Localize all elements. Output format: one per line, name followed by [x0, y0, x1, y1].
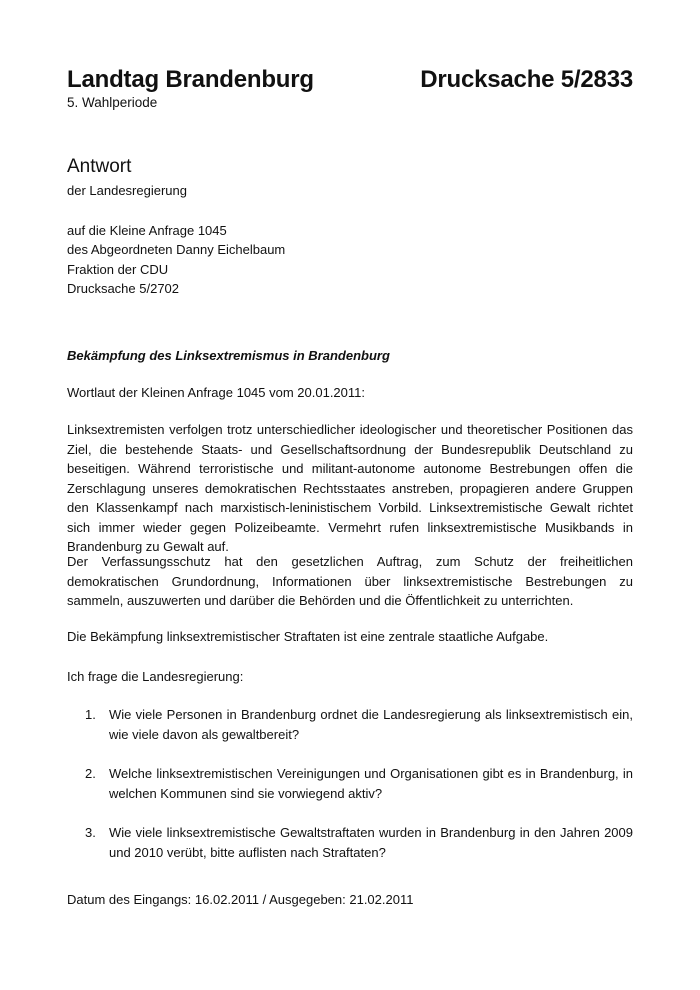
question-text: Wie viele linksextremistische Gewaltstraftaten wurden in Brandenburg in den Jahren 2009 und 2010 verübt, bitte auflisten nach Straftaten?: [109, 825, 633, 860]
wording-intro: Wortlaut der Kleinen Anfrage 1045 vom 20.01.2011:: [67, 385, 365, 400]
question-list: [85, 705, 633, 882]
reference-line: auf die Kleine Anfrage 1045: [67, 223, 227, 238]
document-type-title: Antwort: [67, 156, 132, 177]
question-text: Welche linksextremistischen Vereinigungen und Organisationen gibt es in Brandenburg, in welchen Kommunen sind sie vorwiegend aktiv?: [109, 766, 633, 801]
question-item: [85, 705, 633, 744]
body-paragraph: Linksextremisten verfolgen trotz unterschiedlicher ideologischer und theoretischer Positionen das Ziel, die bestehende Staats- und Gesellschaftsordnung der Bundesrepublik Deutschland zu beseitigen. Während terroristische und militant-autonome autonome Bestrebungen offen die Zerschlagung unseres demokratischen Rechtsstaates anstreben, propagieren andere Gruppen den Klassenkampf nach marxistisch-leninistischem Vorbild. Linksextremistische Gewalt richtet sich immer wieder gegen Polizeibeamte. Vermehrt rufen linksextremistische Musikbands in Brandenburg zu Gewalt auf.: [67, 422, 633, 554]
question-number: 1.: [85, 707, 96, 722]
body-paragraph: Ich frage die Landesregierung:: [67, 669, 244, 684]
body-paragraph: Der Verfassungsschutz hat den gesetzlichen Auftrag, zum Schutz der freiheitlichen demokratischen Grundordnung, Informationen über linksextremistische Bestrebungen zu sammeln, auszuwerten und darüber die Behörden und die Öffentlichkeit zu unterrichten.: [67, 554, 633, 608]
reference-block: [67, 221, 285, 298]
reference-line: Fraktion der CDU: [67, 261, 169, 277]
document-header: [67, 66, 633, 112]
document-number: Drucksache 5/2833: [420, 66, 633, 93]
document-origin: der Landesregierung: [67, 183, 187, 198]
receipt-date-footer: Datum des Eingangs: 16.02.2011 / Ausgegeben: 21.02.2011: [67, 892, 414, 907]
question-number: 3.: [85, 825, 96, 840]
parliament-name: Landtag Brandenburg: [67, 66, 314, 93]
subject-heading: Bekämpfung des Linksextremismus in Brandenburg: [67, 348, 390, 363]
body-paragraph: Die Bekämpfung linksextremistischer Straftaten ist eine zentrale staatliche Aufgabe.: [67, 629, 549, 644]
reference-line: des Abgeordneten Danny Eichelbaum: [67, 242, 286, 258]
question-number: 2.: [85, 766, 96, 781]
legislative-period: 5. Wahlperiode: [67, 95, 158, 110]
question-item: [85, 823, 633, 862]
question-item: [85, 764, 633, 803]
reference-line: Drucksache 5/2702: [67, 280, 180, 296]
question-text: Wie viele Personen in Brandenburg ordnet die Landesregierung als linksextremistisch ein, wie viele davon als gewaltbereit?: [109, 707, 633, 742]
